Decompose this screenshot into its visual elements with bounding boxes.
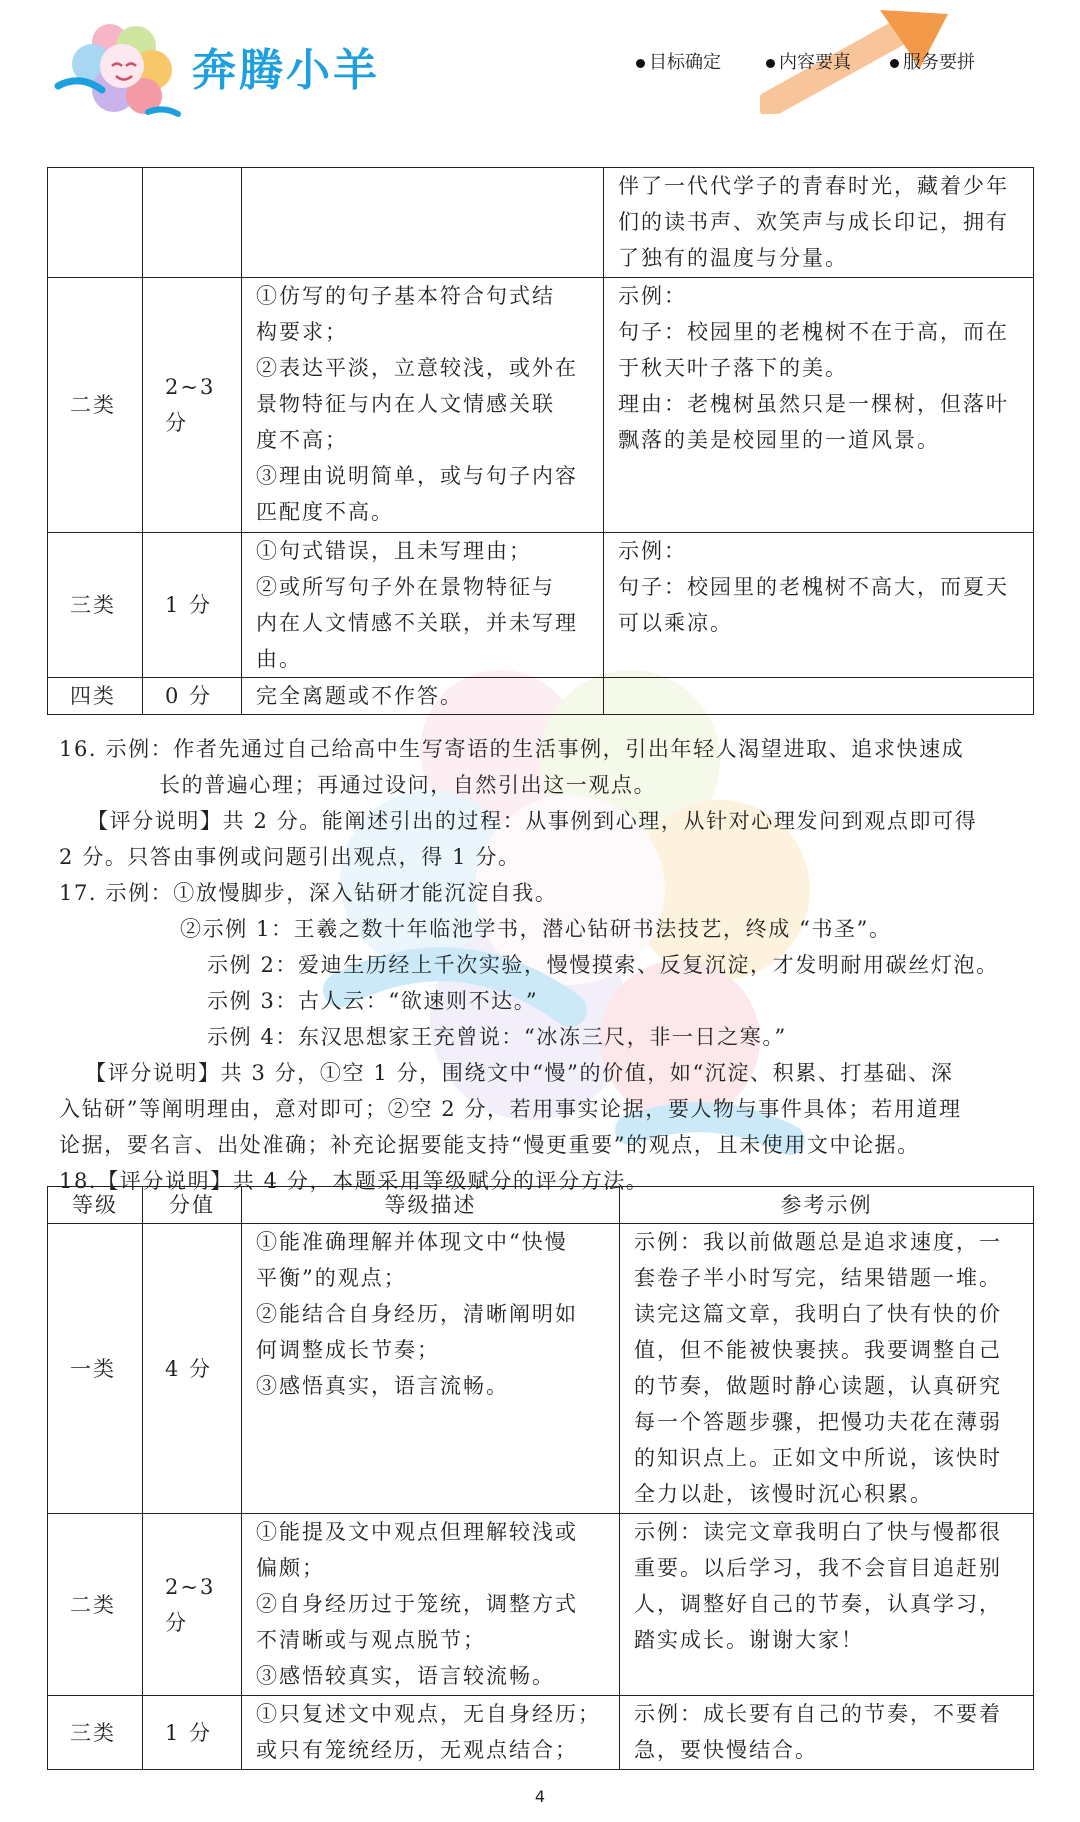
cell-line: 匹配度不高。 bbox=[256, 500, 394, 524]
cell-line: 偏颇； bbox=[256, 1556, 325, 1580]
text-line: 2 分。只答由事例或问题引出观点，得 1 分。 bbox=[59, 845, 521, 869]
grade-cell: 二类 bbox=[48, 1514, 143, 1696]
cell-line: ②表达平淡，立意较浅，或外在 bbox=[256, 356, 578, 380]
table-row bbox=[48, 1514, 1034, 1696]
header-example: 参考示例 bbox=[620, 1187, 1034, 1224]
cell-line: ②能结合自身经历，清晰阐明如 bbox=[256, 1302, 578, 1326]
table-row bbox=[48, 1224, 1034, 1514]
cell-line: 了独有的温度与分量。 bbox=[618, 246, 848, 270]
example-cell bbox=[604, 678, 1034, 715]
score-cell: 0 分 bbox=[143, 678, 242, 715]
text-line: 16. 示例：作者先通过自己给高中生写寄语的生活事例，引出年轻人渴望进取、追求快速成 bbox=[59, 737, 965, 761]
cell-line: 套卷子半小时写完，结果错题一堆。 bbox=[634, 1266, 1002, 1290]
header-grade: 等级 bbox=[48, 1187, 143, 1224]
description-cell bbox=[242, 533, 604, 678]
cell-line: 示例：读完文章我明白了快与慢都很 bbox=[634, 1520, 1002, 1544]
example-cell bbox=[620, 1224, 1034, 1514]
cell-line: 急，要快慢结合。 bbox=[634, 1738, 818, 1762]
table-row bbox=[48, 1696, 1034, 1770]
score-cell: 1 分 bbox=[143, 533, 242, 678]
cell-line: ③感悟较真实，语言较流畅。 bbox=[256, 1664, 555, 1688]
cell-line: 内在人文情感不关联，并未写理 bbox=[256, 611, 578, 635]
cell-line: 不清晰或与观点脱节； bbox=[256, 1628, 486, 1652]
example-cell bbox=[604, 278, 1034, 533]
cell-line: 完全离题或不作答。 bbox=[256, 684, 463, 708]
cell-line: 于秋天叶子落下的美。 bbox=[618, 356, 848, 380]
slogan-3: 服务要拼 bbox=[890, 48, 975, 74]
scoring-table-18 bbox=[47, 1186, 1034, 1770]
cell-line: 理由：老槐树虽然只是一棵树，但落叶 bbox=[618, 392, 1009, 416]
cell-line: ①仿写的句子基本符合句式结 bbox=[256, 284, 555, 308]
description-cell bbox=[242, 1514, 620, 1696]
page-number: 4 bbox=[534, 1787, 546, 1806]
description-cell bbox=[242, 1696, 620, 1770]
example-cell bbox=[620, 1696, 1034, 1770]
slogan-2: 内容要真 bbox=[766, 48, 851, 74]
cell-line: ③理由说明简单，或与句子内容 bbox=[256, 464, 578, 488]
text-line: 论据，要名言、出处准确；补充论据要能支持“慢更重要”的观点，且未使用文中论据。 bbox=[59, 1133, 920, 1157]
cell-line: 的节奏，做题时静心读题，认真研究 bbox=[634, 1374, 1002, 1398]
bullet-icon bbox=[890, 59, 899, 68]
text-line: 长的普遍心理；再通过设问，自然引出这一观点。 bbox=[159, 773, 657, 797]
scoring-table-15 bbox=[47, 167, 1034, 715]
brand-name: 奔腾小羊 bbox=[192, 45, 380, 96]
description-cell bbox=[242, 678, 604, 715]
score-cell: 1 分 bbox=[143, 1696, 242, 1770]
cell-line: 的知识点上。正如文中所说，该快时 bbox=[634, 1446, 1002, 1470]
cell-line: 飘落的美是校园里的一道风景。 bbox=[618, 428, 940, 452]
cell-line: 示例： bbox=[618, 284, 687, 308]
cell-line: 值，但不能被快裹挟。我要调整自己 bbox=[634, 1338, 1002, 1362]
description-cell bbox=[242, 278, 604, 533]
cell-line: ①句式错误，且未写理由； bbox=[256, 539, 532, 563]
text-line: ②示例 1：王羲之数十年临池学书，潜心钻研书法技艺，终成 “书圣”。 bbox=[180, 917, 892, 941]
cell-line: 读完这篇文章，我明白了快有快的价 bbox=[634, 1302, 1002, 1326]
text-line: 18.【评分说明】共 4 分，本题采用等级赋分的评分方法。 bbox=[59, 1169, 649, 1193]
grade-cell: 四类 bbox=[48, 678, 143, 715]
logo-mascot-icon bbox=[52, 12, 192, 122]
cell-line: 示例：我以前做题总是追求速度，一 bbox=[634, 1230, 1002, 1254]
header-score: 分值 bbox=[143, 1187, 242, 1224]
grade-cell: 一类 bbox=[48, 1224, 143, 1514]
cell-line: 重要。以后学习，我不会盲目追赶别 bbox=[634, 1556, 1002, 1580]
cell-line: 景物特征与内在人文情感关联 bbox=[256, 392, 555, 416]
cell-line: 全力以赴，该慢时沉心积累。 bbox=[634, 1482, 933, 1506]
cell-line: 踏实成长。谢谢大家！ bbox=[634, 1628, 864, 1652]
description-cell bbox=[242, 168, 604, 278]
table-row bbox=[48, 168, 1034, 278]
table-row bbox=[48, 678, 1034, 715]
text-line: 【评分说明】共 2 分。能阐述引出的过程：从事例到心理，从针对心理发问到观点即可得 bbox=[87, 809, 978, 833]
cell-line: 由。 bbox=[256, 647, 302, 671]
cell-line: 何调整成长节奏； bbox=[256, 1338, 440, 1362]
bullet-icon bbox=[766, 59, 775, 68]
score-cell: 2~3 分 bbox=[143, 1514, 242, 1696]
cell-line: 可以乘凉。 bbox=[618, 611, 733, 635]
score-cell bbox=[143, 168, 242, 278]
cell-line: 或只有笼统经历，无观点结合； bbox=[256, 1738, 578, 1762]
example-cell bbox=[620, 1514, 1034, 1696]
cell-line: ③感悟真实，语言流畅。 bbox=[256, 1374, 509, 1398]
grade-cell: 三类 bbox=[48, 1696, 143, 1770]
example-cell bbox=[604, 533, 1034, 678]
cell-line: 人，调整好自己的节奏，认真学习， bbox=[634, 1592, 1002, 1616]
text-line: 示例 3：古人云：“欲速则不达。” bbox=[207, 989, 539, 1013]
cell-line: 示例： bbox=[618, 539, 687, 563]
cell-line: ①能提及文中观点但理解较浅或 bbox=[256, 1520, 578, 1544]
grade-cell: 二类 bbox=[48, 278, 143, 533]
cell-line: ②或所写句子外在景物特征与 bbox=[256, 575, 555, 599]
cell-line: 每一个答题步骤，把慢功夫花在薄弱 bbox=[634, 1410, 1002, 1434]
header-description: 等级描述 bbox=[242, 1187, 620, 1224]
text-line: 示例 4：东汉思想家王充曾说：“冰冻三尺，非一日之寒。” bbox=[207, 1025, 787, 1049]
text-line: 【评分说明】共 3 分，①空 1 分，围绕文中“慢”的价值，如“沉淀、积累、打基础、深 bbox=[85, 1061, 954, 1085]
cell-line: 示例：成长要有自己的节奏，不要着 bbox=[634, 1702, 1002, 1726]
cell-line: ②自身经历过于笼统，调整方式 bbox=[256, 1592, 578, 1616]
cell-line: 构要求； bbox=[256, 320, 348, 344]
cell-line: 句子：校园里的老槐树不在于高，而在 bbox=[618, 320, 1009, 344]
cell-line: 平衡”的观点； bbox=[256, 1266, 407, 1290]
cell-line: 们的读书声、欢笑声与成长印记，拥有 bbox=[618, 210, 1009, 234]
text-line: 17. 示例：①放慢脚步，深入钻研才能沉淀自我。 bbox=[59, 881, 558, 905]
cell-line: 度不高； bbox=[256, 428, 348, 452]
cell-line: 句子：校园里的老槐树不高大，而夏天 bbox=[618, 575, 1009, 599]
description-cell bbox=[242, 1224, 620, 1514]
cell-line: ①只复述文中观点，无自身经历； bbox=[256, 1702, 601, 1726]
grade-cell: 三类 bbox=[48, 533, 143, 678]
bullet-icon bbox=[636, 59, 645, 68]
text-line: 入钻研”等阐明理由，意对即可；②空 2 分，若用事实论据，要人物与事件具体；若用道理 bbox=[59, 1097, 962, 1121]
score-cell: 4 分 bbox=[143, 1224, 242, 1514]
example-cell bbox=[604, 168, 1034, 278]
brand-logo bbox=[52, 12, 392, 122]
cell-line: ①能准确理解并体现文中“快慢 bbox=[256, 1230, 568, 1254]
text-line: 示例 2：爱迪生历经上千次实验，慢慢摸索、反复沉淀，才发明耐用碳丝灯泡。 bbox=[207, 953, 999, 977]
table-row bbox=[48, 278, 1034, 533]
grade-cell bbox=[48, 168, 143, 278]
table-header-row bbox=[48, 1187, 1034, 1224]
slogan-1: 目标确定 bbox=[636, 48, 721, 74]
table-row bbox=[48, 533, 1034, 678]
score-cell: 2~3 分 bbox=[143, 278, 242, 533]
cell-line: 伴了一代代学子的青春时光，藏着少年 bbox=[618, 174, 1009, 198]
